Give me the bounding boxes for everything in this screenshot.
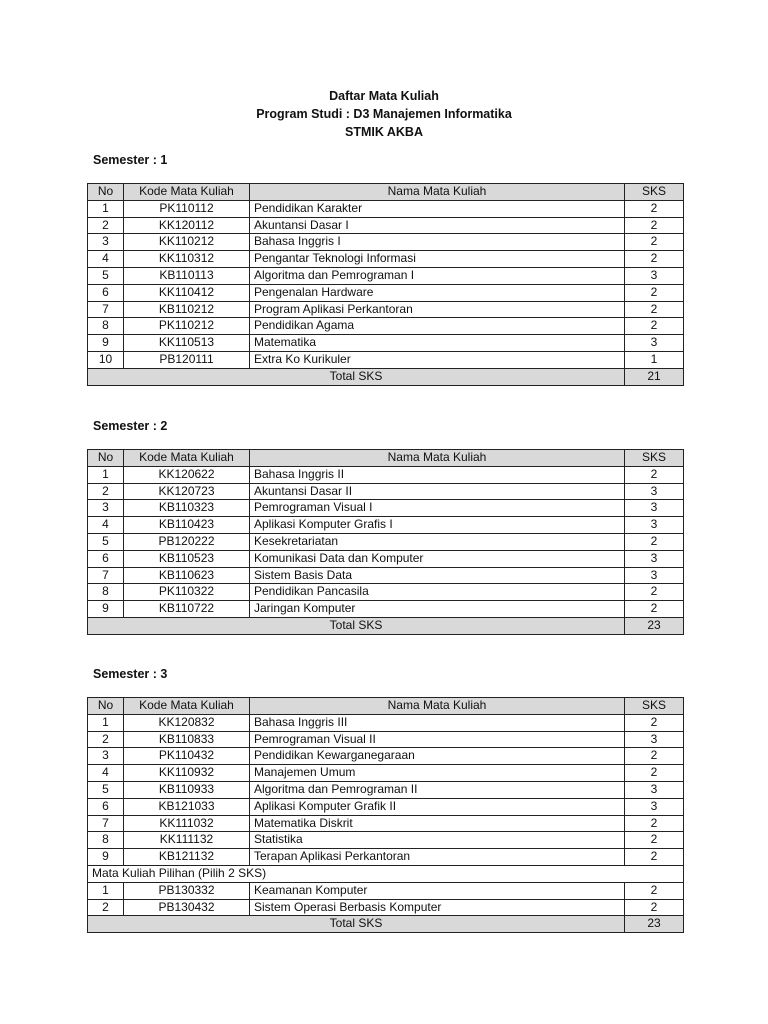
- document-header: [0, 87, 768, 141]
- course-code: KK120723: [124, 483, 250, 500]
- col-nama-header: Nama Mata Kuliah: [250, 184, 625, 201]
- row-no: 2: [88, 731, 124, 748]
- table-row: [88, 351, 684, 368]
- row-no: 6: [88, 798, 124, 815]
- course-name: Algoritma dan Pemrograman I: [250, 267, 625, 284]
- row-no: 6: [88, 550, 124, 567]
- course-sks: 2: [625, 601, 684, 618]
- course-code: KK111032: [124, 815, 250, 832]
- course-code: PB120222: [124, 533, 250, 550]
- course-code: PK110212: [124, 318, 250, 335]
- table-row: [88, 200, 684, 217]
- row-no: 5: [88, 781, 124, 798]
- table-row: [88, 284, 684, 301]
- course-code: KB121033: [124, 798, 250, 815]
- row-no: 3: [88, 748, 124, 765]
- course-code: KK110932: [124, 765, 250, 782]
- table-row: [88, 234, 684, 251]
- course-sks: 2: [625, 748, 684, 765]
- table-header-row: [88, 184, 684, 201]
- course-sks: 2: [625, 714, 684, 731]
- course-sks: 3: [625, 517, 684, 534]
- table-row: [88, 483, 684, 500]
- course-code: KB110323: [124, 500, 250, 517]
- row-no: 4: [88, 251, 124, 268]
- row-no: 9: [88, 849, 124, 866]
- col-no-header: No: [88, 698, 124, 715]
- course-name: Pendidikan Agama: [250, 318, 625, 335]
- total-row: [88, 916, 684, 933]
- table-row: [88, 251, 684, 268]
- course-code: KK120622: [124, 466, 250, 483]
- table-row: [88, 550, 684, 567]
- course-code: KK110312: [124, 251, 250, 268]
- course-sks: 2: [625, 765, 684, 782]
- table-row: [88, 584, 684, 601]
- course-sks: 2: [625, 466, 684, 483]
- col-kode-header: Kode Mata Kuliah: [124, 450, 250, 467]
- table-row: [88, 899, 684, 916]
- total-sks-value: 23: [625, 617, 684, 634]
- course-name: Manajemen Umum: [250, 765, 625, 782]
- col-kode-header: Kode Mata Kuliah: [124, 184, 250, 201]
- course-name: Statistika: [250, 832, 625, 849]
- course-name: Algoritma dan Pemrograman II: [250, 781, 625, 798]
- document-title: Daftar Mata Kuliah: [329, 89, 439, 103]
- row-no: 6: [88, 284, 124, 301]
- row-no: 1: [88, 882, 124, 899]
- course-name: Program Aplikasi Perkantoran: [250, 301, 625, 318]
- elective-section-label: Mata Kuliah Pilihan (Pilih 2 SKS): [88, 865, 684, 882]
- course-name: Akuntansi Dasar I: [250, 217, 625, 234]
- table-row: [88, 517, 684, 534]
- row-no: 2: [88, 899, 124, 916]
- course-name: Pendidikan Kewarganegaraan: [250, 748, 625, 765]
- course-sks: 3: [625, 500, 684, 517]
- table-header-row: [88, 450, 684, 467]
- course-code: PB120111: [124, 351, 250, 368]
- row-no: 3: [88, 234, 124, 251]
- col-kode-header: Kode Mata Kuliah: [124, 698, 250, 715]
- course-code: PK110432: [124, 748, 250, 765]
- course-sks: 2: [625, 584, 684, 601]
- row-no: 7: [88, 567, 124, 584]
- course-code: KB110523: [124, 550, 250, 567]
- course-sks: 3: [625, 335, 684, 352]
- table-row: [88, 714, 684, 731]
- col-nama-header: Nama Mata Kuliah: [250, 450, 625, 467]
- course-name: Pemrograman Visual I: [250, 500, 625, 517]
- course-name: Sistem Basis Data: [250, 567, 625, 584]
- course-code: KK120832: [124, 714, 250, 731]
- table-row: [88, 318, 684, 335]
- table-row: [88, 267, 684, 284]
- row-no: 9: [88, 601, 124, 618]
- course-name: Pendidikan Karakter: [250, 200, 625, 217]
- course-name: Pemrograman Visual II: [250, 731, 625, 748]
- course-name: Komunikasi Data dan Komputer: [250, 550, 625, 567]
- table-row: [88, 601, 684, 618]
- course-sks: 3: [625, 781, 684, 798]
- course-code: KK120112: [124, 217, 250, 234]
- table-row: [88, 301, 684, 318]
- course-sks: 3: [625, 483, 684, 500]
- course-code: KK110412: [124, 284, 250, 301]
- course-name: Bahasa Inggris I: [250, 234, 625, 251]
- elective-section-row: [88, 865, 684, 882]
- course-name: Matematika Diskrit: [250, 815, 625, 832]
- semester-3-table: [87, 697, 684, 933]
- total-row: [88, 617, 684, 634]
- semester-2-label: Semester : 2: [93, 419, 168, 433]
- row-no: 5: [88, 533, 124, 550]
- course-sks: 2: [625, 234, 684, 251]
- course-code: KK110212: [124, 234, 250, 251]
- course-sks: 2: [625, 251, 684, 268]
- course-name: Aplikasi Komputer Grafis I: [250, 517, 625, 534]
- row-no: 4: [88, 517, 124, 534]
- institution-name: STMIK AKBA: [344, 125, 423, 139]
- course-code: PB130332: [124, 882, 250, 899]
- row-no: 7: [88, 815, 124, 832]
- table-row: [88, 466, 684, 483]
- course-sks: 2: [625, 815, 684, 832]
- course-code: PK110112: [124, 200, 250, 217]
- row-no: 2: [88, 483, 124, 500]
- total-label: Total SKS: [88, 617, 625, 634]
- col-sks-header: SKS: [625, 184, 684, 201]
- col-sks-header: SKS: [625, 450, 684, 467]
- col-no-header: No: [88, 450, 124, 467]
- table-row: [88, 882, 684, 899]
- table-row: [88, 217, 684, 234]
- course-sks: 2: [625, 832, 684, 849]
- course-code: KB121132: [124, 849, 250, 866]
- table-row: [88, 335, 684, 352]
- semester-2-table: [87, 449, 684, 635]
- course-name: Bahasa Inggris III: [250, 714, 625, 731]
- table-row: [88, 533, 684, 550]
- semester-1-table: [87, 183, 684, 386]
- course-sks: 3: [625, 798, 684, 815]
- row-no: 5: [88, 267, 124, 284]
- course-name: Kesekretariatan: [250, 533, 625, 550]
- course-name: Pengenalan Hardware: [250, 284, 625, 301]
- course-code: KB110623: [124, 567, 250, 584]
- course-name: Pendidikan Pancasila: [250, 584, 625, 601]
- course-code: KB110212: [124, 301, 250, 318]
- row-no: 1: [88, 714, 124, 731]
- table-row: [88, 731, 684, 748]
- table-row: [88, 815, 684, 832]
- course-code: PB130432: [124, 899, 250, 916]
- semester-3-label: Semester : 3: [93, 667, 168, 681]
- row-no: 3: [88, 500, 124, 517]
- course-name: Pengantar Teknologi Informasi: [250, 251, 625, 268]
- course-name: Extra Ko Kurikuler: [250, 351, 625, 368]
- course-name: Terapan Aplikasi Perkantoran: [250, 849, 625, 866]
- row-no: 7: [88, 301, 124, 318]
- row-no: 9: [88, 335, 124, 352]
- table-header-row: [88, 698, 684, 715]
- table-row: [88, 798, 684, 815]
- table-row: [88, 781, 684, 798]
- course-name: Matematika: [250, 335, 625, 352]
- row-no: 8: [88, 832, 124, 849]
- semester-1-label: Semester : 1: [93, 153, 168, 167]
- table-row: [88, 765, 684, 782]
- course-code: KB110423: [124, 517, 250, 534]
- total-label: Total SKS: [88, 916, 625, 933]
- course-sks: 3: [625, 267, 684, 284]
- table-row: [88, 500, 684, 517]
- course-sks: 2: [625, 301, 684, 318]
- course-sks: 2: [625, 849, 684, 866]
- col-sks-header: SKS: [625, 698, 684, 715]
- course-sks: 1: [625, 351, 684, 368]
- course-sks: 2: [625, 899, 684, 916]
- table-row: [88, 849, 684, 866]
- course-code: KK110513: [124, 335, 250, 352]
- total-sks-value: 21: [625, 368, 684, 385]
- course-sks: 2: [625, 533, 684, 550]
- course-name: Akuntansi Dasar II: [250, 483, 625, 500]
- table-row: [88, 567, 684, 584]
- course-name: Aplikasi Komputer Grafik II: [250, 798, 625, 815]
- course-sks: 2: [625, 882, 684, 899]
- course-sks: 2: [625, 284, 684, 301]
- table-row: [88, 748, 684, 765]
- total-label: Total SKS: [88, 368, 625, 385]
- course-name: Sistem Operasi Berbasis Komputer: [250, 899, 625, 916]
- row-no: 1: [88, 466, 124, 483]
- row-no: 4: [88, 765, 124, 782]
- row-no: 8: [88, 318, 124, 335]
- course-sks: 3: [625, 731, 684, 748]
- course-sks: 2: [625, 217, 684, 234]
- row-no: 1: [88, 200, 124, 217]
- row-no: 10: [88, 351, 124, 368]
- col-no-header: No: [88, 184, 124, 201]
- course-code: KB110833: [124, 731, 250, 748]
- course-code: KK111132: [124, 832, 250, 849]
- total-row: [88, 368, 684, 385]
- col-nama-header: Nama Mata Kuliah: [250, 698, 625, 715]
- course-code: KB110113: [124, 267, 250, 284]
- course-sks: 2: [625, 200, 684, 217]
- row-no: 2: [88, 217, 124, 234]
- table-row: [88, 832, 684, 849]
- course-name: Keamanan Komputer: [250, 882, 625, 899]
- course-code: PK110322: [124, 584, 250, 601]
- course-name: Jaringan Komputer: [250, 601, 625, 618]
- course-name: Bahasa Inggris II: [250, 466, 625, 483]
- row-no: 8: [88, 584, 124, 601]
- program-name: Program Studi : D3 Manajemen Informatika: [256, 107, 512, 121]
- course-sks: 2: [625, 318, 684, 335]
- total-sks-value: 23: [625, 916, 684, 933]
- course-sks: 3: [625, 550, 684, 567]
- course-code: KB110722: [124, 601, 250, 618]
- course-code: KB110933: [124, 781, 250, 798]
- course-sks: 3: [625, 567, 684, 584]
